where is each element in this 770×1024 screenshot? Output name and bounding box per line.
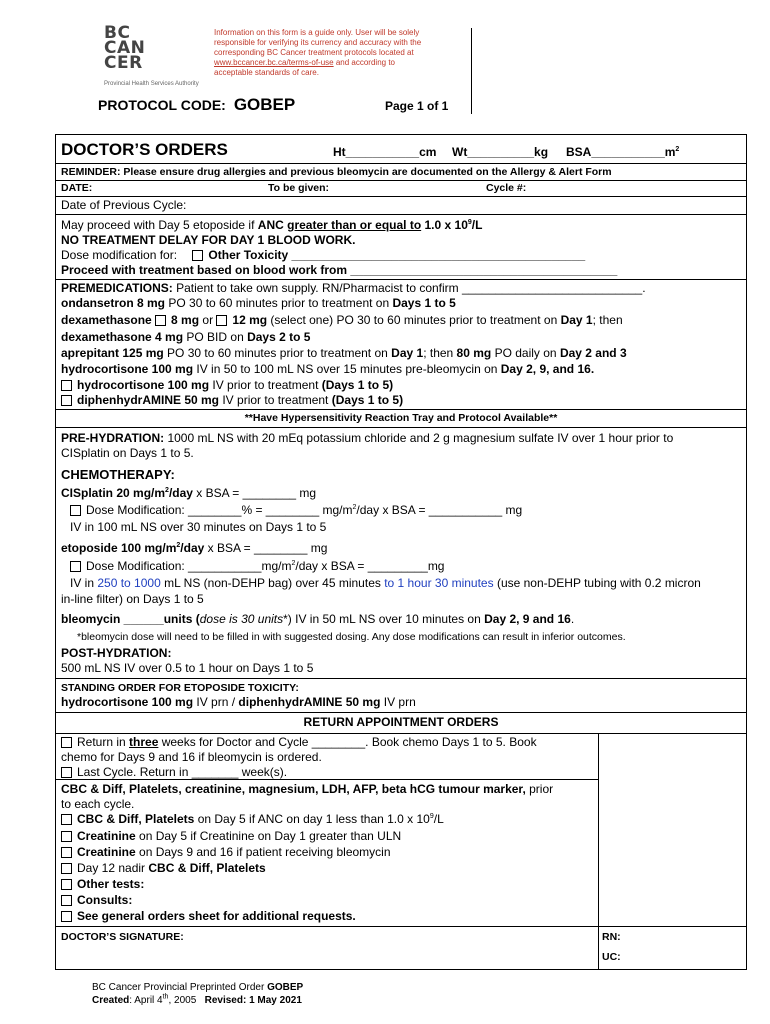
divider [55, 279, 747, 280]
chemotherapy-header: CHEMOTHERAPY: [61, 467, 175, 482]
doctor-signature-field[interactable]: DOCTOR’S SIGNATURE: [61, 931, 184, 943]
general-orders-checkbox[interactable] [61, 911, 72, 922]
cisplatin-dose-mod-checkbox[interactable] [70, 505, 81, 516]
divider [55, 733, 747, 734]
creatinine-day5-checkbox[interactable] [61, 831, 72, 842]
last-cycle-checkbox[interactable] [61, 767, 72, 778]
bc-cancer-logo: BC CAN CER [104, 23, 146, 73]
bsa-field[interactable]: $BSA\_\_\_\_\_\_\_\_\_\_\_m^2$ [566, 145, 680, 159]
return-appointment-header: RETURN APPOINTMENT ORDERS [303, 715, 499, 729]
column-divider [598, 733, 599, 970]
footer: BC Cancer Provincial Preprinted Order GOBEP Created: April 4th, 2005 Revised: 1 May 2021 [92, 982, 304, 1006]
divider [55, 678, 747, 679]
consults-order: Consults: [61, 893, 132, 908]
other-tests-checkbox[interactable] [61, 879, 72, 890]
cisplatin-dose-modification: Dose Modification: ________% = ________ $mg/m^2$/day x BSA = ___________ mg [70, 503, 522, 518]
diphenhydramine-checkbox[interactable] [61, 395, 72, 406]
last-cycle-order: Last Cycle. Return in _______ week(s). [61, 765, 287, 780]
dose-modification-row: Dose modification for: Other Toxicity ____________________________________________ [61, 248, 586, 262]
etoposide-admin-cont: in-line filter) on Days 1 to 5 [61, 592, 204, 606]
height-field[interactable]: Ht___________cm [333, 145, 437, 159]
etoposide-dose-modification: Dose Modification: $\_\_\_\_\_\_\_\_\_\_\_mg/m^2$/day x BSA = _________mg [70, 559, 444, 574]
labs-order-cont: to each cycle. [61, 797, 135, 811]
hydrocortisone-prebleo-order: hydrocortisone 100 mg IV in 50 to 100 mL NS over 15 minutes pre-bleomycin on Day 2, 9, and 16. [61, 362, 595, 376]
bleomycin-order: bleomycin ______units (dose is 30 units*) IV in 50 mL NS over 10 minutes on Day 2, 9 and 16. [61, 612, 575, 626]
rn-field[interactable]: RN: [602, 931, 621, 943]
creatinine-bleo-order: Creatinine on Days 9 and 16 if patient receiving bleomycin [61, 845, 391, 860]
prehydration-order: PRE-HYDRATION: 1000 mL NS with 20 mEq potassium chloride and 2 g magnesium sulfate IV over 1 hour prior to [61, 431, 674, 445]
date-field[interactable]: DATE: [61, 182, 93, 194]
return-weeks-order: Return in three weeks for Doctor and Cycle ________. Book chemo Days 1 to 5. Book [61, 735, 537, 750]
dexamethasone-bid-order: dexamethasone 4 mg PO BID on Days 2 to 5 [61, 330, 311, 344]
bleomycin-note: *bleomycin dose will need to be filled in with suggested dosing. Any dose modifications can result in inferior outcomes. [77, 631, 626, 643]
hypersensitivity-note: **Have Hypersensitivity Reaction Tray and Protocol Available** [244, 412, 558, 424]
labs-order: CBC & Diff, Platelets, creatinine, magnesium, LDH, AFP, beta hCG tumour marker, prior [61, 782, 554, 796]
return-weeks-order-cont: chemo for Days 9 and 16 if bleomycin is ordered. [61, 750, 322, 764]
other-tests-order: Other tests: [61, 877, 144, 892]
reminder-text: REMINDER: Please ensure drug allergies and previous bleomycin are documented on the Allergy & Alert Form [61, 166, 612, 178]
divider [55, 409, 747, 410]
hydrocortisone-order: hydrocortisone 100 mg IV prior to treatment (Days 1 to 5) [61, 378, 393, 393]
cbc-day5-order: CBC & Diff, Platelets on Day 5 if ANC on day 1 less than 1.0 x $10^9/L$ [61, 812, 444, 827]
etoposide-admin: IV in 250 to 1000 mL NS (non-DEHP bag) over 45 minutes to 1 hour 30 minutes (use non-DEHP tubing with 0.2 micron [70, 576, 701, 590]
page-number: Page 1 of 1 [385, 99, 449, 113]
consults-checkbox[interactable] [61, 895, 72, 906]
divider [55, 427, 747, 428]
creatinine-day5-order: Creatinine on Day 5 if Creatinine on Day 1 greater than ULN [61, 829, 401, 844]
creatinine-bleo-checkbox[interactable] [61, 847, 72, 858]
dexamethasone-order: dexamethasone 8 mg or 12 mg (select one) PO 30 to 60 minutes prior to treatment on Day 1; then [61, 313, 623, 327]
diphenhydramine-order: diphenhydrAMINE 50 mg IV prior to treatment (Days 1 to 5) [61, 393, 403, 408]
form-title: DOCTOR’S ORDERS [61, 140, 228, 159]
cycle-field[interactable]: Cycle #: [486, 182, 527, 194]
ondansetron-order: ondansetron 8 mg PO 30 to 60 minutes prior to treatment on Days 1 to 5 [61, 296, 456, 310]
disclaimer-notice: Information on this form is a guide only. User will be solely responsible for verifying its currency and accuracy with the corresponding BC Cancer treatment protocols located at www.bccancer.bc.ca/terms-of-use and according to acceptable standards of care. [214, 28, 422, 77]
cisplatin-admin: IV in 100 mL NS over 30 minutes on Days 1 to 5 [70, 520, 327, 534]
return-weeks-checkbox[interactable] [61, 737, 72, 748]
divider [55, 180, 747, 181]
aprepitant-order: aprepitant 125 mg PO 30 to 60 minutes prior to treatment on Day 1; then 80 mg PO daily on Day 2 and 3 [61, 346, 627, 360]
posthydration-order: 500 mL NS IV over 0.5 to 1 hour on Days 1 to 5 [61, 661, 314, 675]
uc-field[interactable]: UC: [602, 951, 621, 963]
divider [55, 163, 747, 164]
divider [55, 712, 747, 713]
proceed-blood-work[interactable]: Proceed with treatment based on blood work from ________________________________________ [61, 263, 618, 277]
protocol-code: PROTOCOL CODE: GOBEP [98, 95, 296, 114]
header-divider [471, 28, 472, 114]
previous-cycle-field[interactable]: Date of Previous Cycle: [61, 198, 187, 212]
standing-order: hydrocortisone 100 mg IV prn / diphenhydrAMINE 50 mg IV prn [61, 695, 416, 709]
prehydration-order-cont: CISplatin on Days 1 to 5. [61, 446, 194, 460]
hydrocortisone-checkbox[interactable] [61, 380, 72, 391]
dexamethasone-8mg-checkbox[interactable] [155, 315, 166, 326]
weight-field[interactable]: Wt__________kg [452, 145, 549, 159]
to-be-given-field[interactable]: To be given: [268, 182, 330, 194]
dexamethasone-12mg-checkbox[interactable] [216, 315, 227, 326]
cbc-day5-checkbox[interactable] [61, 814, 72, 825]
general-orders-note: See general orders sheet for additional requests. [61, 909, 356, 924]
other-toxicity-checkbox[interactable] [192, 250, 203, 261]
proceed-condition: May proceed with Day 5 etoposide if ANC greater than or equal to 1.0 x $10^9/L$ [61, 218, 483, 232]
premedications-header: PREMEDICATIONS: Patient to take own supply. RN/Pharmacist to confirm ___________________________. [61, 281, 646, 295]
etoposide-dose-mod-checkbox[interactable] [70, 561, 81, 572]
divider [55, 214, 747, 215]
etoposide-order: etoposide 100 $mg/m^2$/day x BSA = ________ mg [61, 541, 328, 555]
logo-subtitle: Provincial Health Services Authority [104, 81, 199, 87]
terms-link[interactable]: www.bccancer.bc.ca/terms-of-use [214, 58, 334, 67]
divider [55, 926, 747, 927]
posthydration-header: POST-HYDRATION: [61, 646, 172, 660]
cisplatin-order: CISplatin 20 $mg/m^2$/day x BSA = ________ mg [61, 486, 317, 500]
divider [55, 196, 747, 197]
nadir-checkbox[interactable] [61, 863, 72, 874]
nadir-order: Day 12 nadir CBC & Diff, Platelets [61, 861, 266, 876]
no-delay-note: NO TREATMENT DELAY FOR DAY 1 BLOOD WORK. [61, 233, 356, 247]
standing-order-header: STANDING ORDER FOR ETOPOSIDE TOXICITY: [61, 682, 299, 694]
